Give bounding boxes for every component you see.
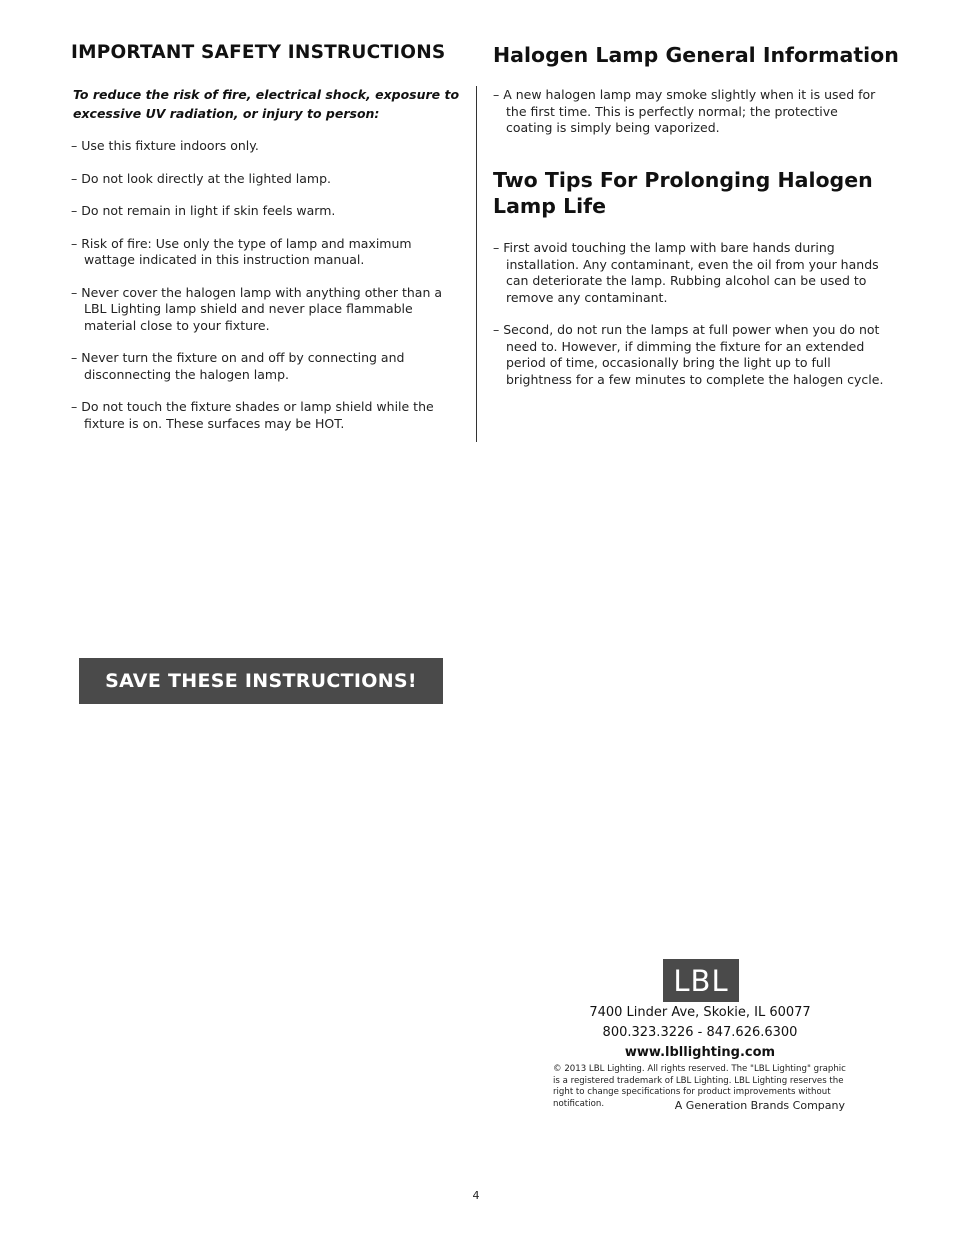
company-phones: 800.323.3226 - 847.626.6300 [602,1025,798,1040]
column-divider [476,86,477,442]
list-item: – Do not look directly at the lighted lamp. [71,170,332,186]
list-item: – Do not touch the fixture shades or lamp shield while the fixture is on. These surfaces may be HOT. [71,399,434,431]
list-item: – Risk of fire: Use only the type of lamp and maximum wattage indicated in this instruction manual. [71,235,412,267]
list-item: – Never cover the halogen lamp with anything other than a LBL Lighting lamp shield and never place flammable material close to your fixture. [71,284,443,333]
halogen-info-heading: Halogen Lamp General Information [493,43,899,67]
list-item: – Do not remain in light if skin feels warm. [71,203,336,218]
list-item: – First avoid touching the lamp with bare hands during installation. Any contaminant, even the oil from your hands can deteriorate the lamp. Rubbing alcohol can be used to remove any contaminant. [493,240,879,305]
page-number: 4 [472,1189,480,1202]
copyright-notice: © 2013 LBL Lighting. All rights reserved. The "LBL Lighting" graphic is a registered trademark of LBL Lighting. LBL Lighting reserves the right to change specifications for product improvements without notification. [553,1064,846,1109]
lbl-logo [663,959,739,1002]
save-instructions-text: SAVE THESE INSTRUCTIONS! [105,670,417,692]
halogen-info-list [493,87,888,153]
list-item: – Never turn the fixture on and off by connecting and disconnecting the halogen lamp. [71,350,405,382]
logo-text: LBL [673,963,729,998]
safety-list [71,138,456,448]
safety-intro: To reduce the risk of fire, electrical shock, exposure to excessive UV radiation, or injury to person: [73,87,460,121]
list-item: – A new halogen lamp may smoke slightly when it is used for the first time. This is perfectly normal; the protective coating is simply being vaporized. [493,87,876,135]
company-website: www.lbllighting.com [624,1045,776,1060]
parent-company: A Generation Brands Company [674,1099,845,1112]
tips-heading: Two Tips For Prolonging Halogen Lamp Life [493,168,873,218]
save-instructions-banner [79,658,443,704]
list-item: – Second, do not run the lamps at full power when you do not need to. However, if dimming the fixture for an extended period of time, occasionally bring the light up to full brightness for a few minutes to complete the halogen cycle. [493,322,884,387]
list-item: – Use this fixture indoors only. [71,138,259,153]
tips-list [493,240,888,404]
company-address: 7400 Linder Ave, Skokie, IL 60077 [589,1005,811,1020]
safety-heading: IMPORTANT SAFETY INSTRUCTIONS [71,42,446,63]
